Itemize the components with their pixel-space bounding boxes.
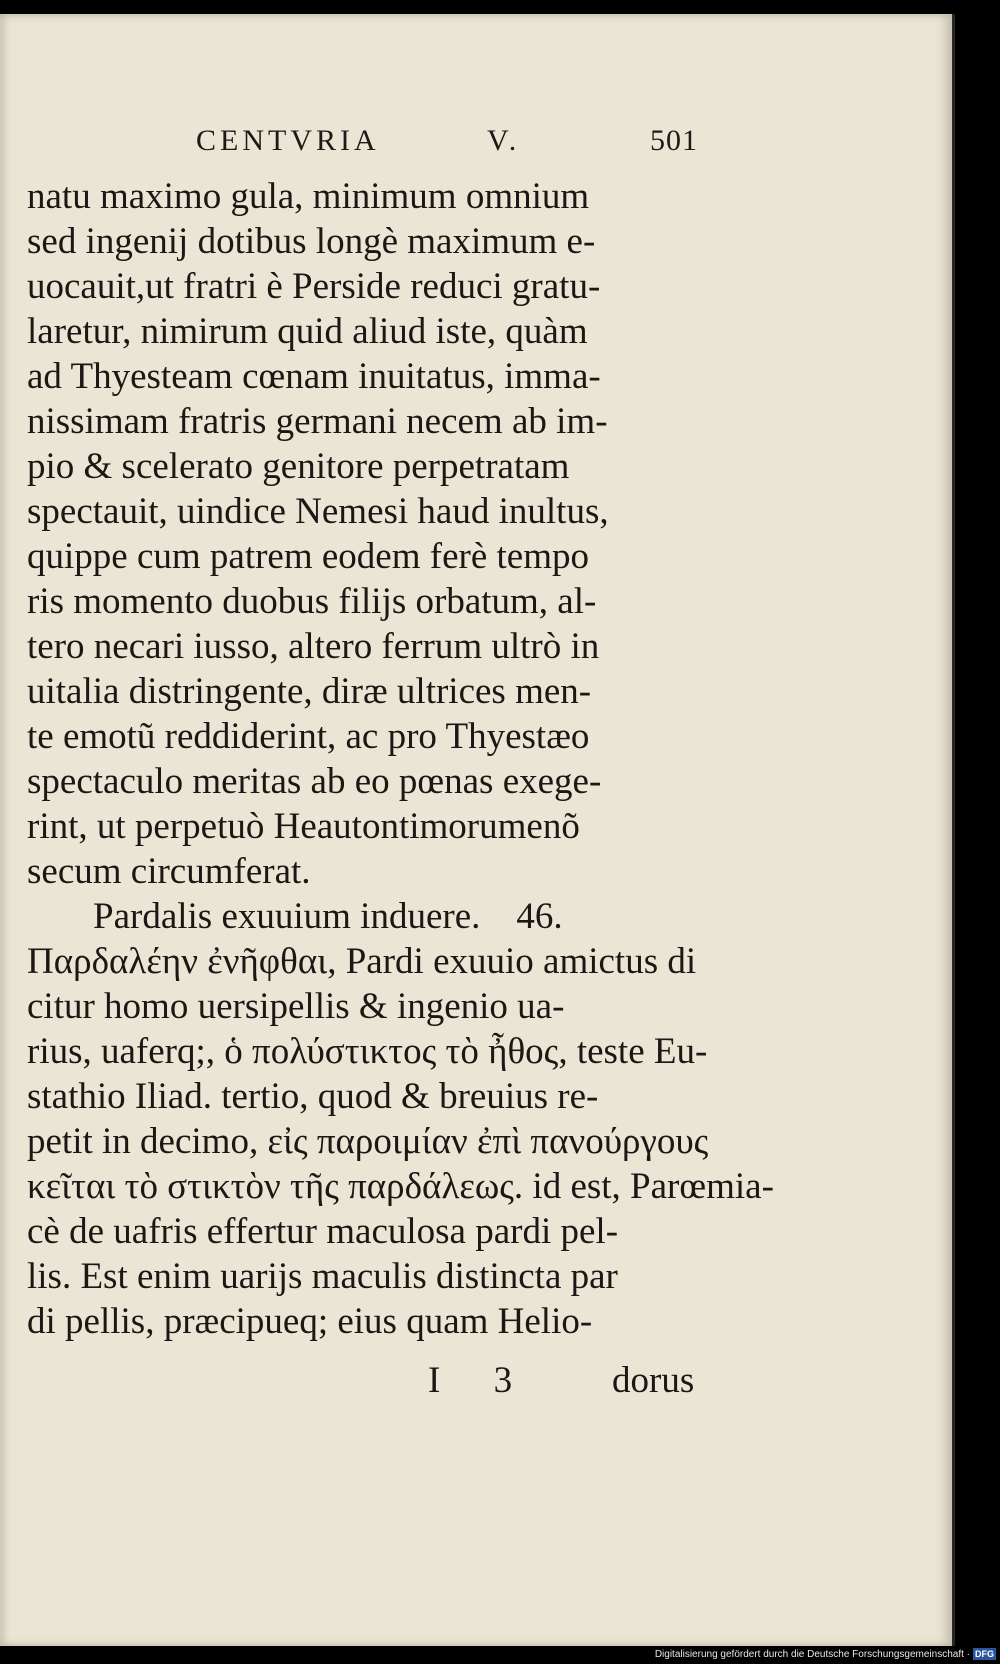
page-footer — [0, 1359, 952, 1409]
digitization-credit — [655, 1647, 996, 1661]
text-line: rius, uaferq;, ὁ πολύστικτος τὸ ἦθος, teste Eu- — [27, 1031, 708, 1072]
text-line: sed ingenij dotibus longè maximum e- — [27, 221, 596, 262]
adage-title: Pardalis exuuium induere. — [93, 896, 481, 937]
text-line: laretur, nimirum quid aliud iste, quàm — [27, 311, 588, 352]
text-line: stathio Iliad. tertio, quod & breuius re- — [27, 1076, 599, 1117]
text-line: petit in decimo, εἰς παροιμίαν ἐπὶ πανούργους — [27, 1121, 709, 1162]
centuria-number: V. — [487, 124, 521, 157]
text-line: lis. Est enim uarijs maculis distincta par — [27, 1256, 618, 1297]
text-line: di pellis, præcipueq; eius quam Helio- — [27, 1301, 593, 1342]
page-number: 501 — [650, 124, 698, 157]
text-line: tero necari iusso, altero ferrum ultrò in — [27, 626, 600, 667]
credit-text: Digitalisierung gefördert durch die Deutsche Forschungsgemeinschaft · — [654, 1648, 970, 1660]
text-line: Παρδαλέην ἐνῆφθαι, Pardi exuuio amictus di — [27, 941, 697, 982]
text-line: uocauit,ut fratri è Perside reduci gratu- — [27, 266, 601, 307]
text-line: quippe cum patrem eodem ferè tempo — [27, 536, 589, 577]
signature-mark: I 3 — [428, 1360, 535, 1401]
adage-heading — [27, 894, 717, 939]
running-title: CENTVRIA — [196, 124, 380, 157]
text-block — [27, 174, 774, 1344]
running-header — [0, 124, 952, 164]
book-page — [0, 14, 955, 1646]
catchword: dorus — [612, 1360, 695, 1401]
text-line: ris momento duobus filijs orbatum, al- — [27, 581, 597, 622]
text-line: spectaculo meritas ab eo pœnas exege- — [27, 761, 602, 802]
text-line: κεῖται τὸ στικτὸν τῆς παρδάλεως. id est, Parœmia- — [27, 1166, 774, 1207]
text-line: citur homo uersipellis & ingenio ua- — [27, 986, 565, 1027]
text-line: rint, ut perpetuò Heautontimorumenõ — [27, 806, 580, 847]
text-line: natu maximo gula, minimum omnium — [27, 176, 590, 217]
text-line: cè de uafris effertur maculosa pardi pel- — [27, 1211, 619, 1252]
text-line: secum circumferat. — [27, 851, 311, 892]
text-line: uitalia distringente, diræ ultrices men- — [27, 671, 592, 712]
text-line: te emotũ reddiderint, ac pro Thyestæo — [27, 716, 590, 757]
text-line: ad Thyesteam cœnam inuitatus, imma- — [27, 356, 601, 397]
dfg-logo-icon: DFG — [975, 1649, 994, 1659]
adage-number: 46. — [516, 896, 563, 937]
text-line: pio & scelerato genitore perpetratam — [27, 446, 570, 487]
text-line: nissimam fratris germani necem ab im- — [27, 401, 608, 442]
text-line: spectauit, uindice Nemesi haud inultus, — [27, 491, 609, 532]
